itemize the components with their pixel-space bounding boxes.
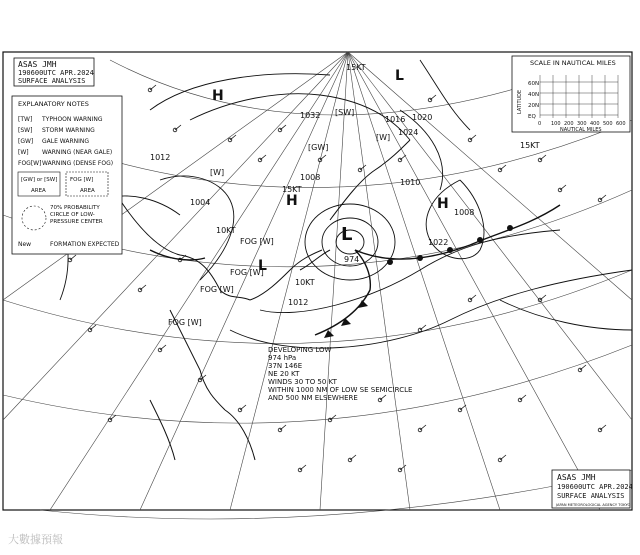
legend-area-2: AREA — [80, 188, 95, 194]
svg-text:974 hPa: 974 hPa — [268, 354, 297, 362]
legend-code-1: [SW] — [18, 127, 33, 134]
legend-area-1: AREA — [31, 188, 46, 194]
watermark-text: 大數據預報 — [8, 533, 63, 546]
svg-text:1024: 1024 — [398, 128, 419, 137]
svg-text:1032: 1032 — [300, 111, 321, 120]
svg-text:1008: 1008 — [300, 173, 321, 182]
svg-text:10KT: 10KT — [295, 278, 315, 287]
title-line-1: ASAS JMH — [18, 60, 57, 69]
legend-text-0: TYPHOON WARNING — [42, 116, 103, 123]
legend-new-text: FORMATION EXPECTED — [50, 241, 120, 248]
svg-text:FOG [W]: FOG [W] — [168, 318, 202, 327]
svg-text:EQ: EQ — [528, 114, 536, 120]
svg-text:1004: 1004 — [190, 198, 211, 207]
svg-text:[W]: [W] — [376, 133, 391, 142]
svg-text:1010: 1010 — [400, 178, 421, 187]
svg-text:FOG [W]: FOG [W] — [240, 237, 274, 246]
legend-text-2: GALE WARNING — [42, 138, 90, 145]
svg-text:190600UTC APR.2024: 190600UTC APR.2024 — [557, 483, 633, 491]
low-center-symbol: L — [341, 224, 353, 245]
title-line-3: SURFACE ANALYSIS — [18, 77, 86, 85]
scale-box — [512, 56, 630, 133]
svg-text:40N: 40N — [528, 92, 540, 98]
svg-text:[GW]: [GW] — [308, 143, 329, 152]
svg-text:10KT: 10KT — [216, 226, 236, 235]
watermark — [8, 532, 63, 546]
high-center-symbol-2: H — [286, 193, 298, 209]
svg-text:AND 500 NM ELSEWHERE: AND 500 NM ELSEWHERE — [268, 394, 358, 402]
legend-code-0: [TW] — [18, 116, 33, 123]
high-center-symbol-1: H — [212, 88, 224, 104]
low-center-symbol-3: L — [395, 68, 404, 84]
high-center-symbol-3: H — [437, 196, 449, 212]
svg-text:FOG [W]: FOG [W] — [200, 285, 234, 294]
svg-text:1012: 1012 — [150, 153, 171, 162]
svg-text:20N: 20N — [528, 103, 540, 109]
legend-text-1: STORM WARNING — [42, 127, 95, 134]
legend-text-3: WARNING (NEAR GALE) — [42, 149, 113, 156]
svg-text:200: 200 — [564, 121, 574, 127]
svg-text:15KT: 15KT — [346, 63, 366, 72]
svg-text:1022: 1022 — [428, 238, 449, 247]
low-center-value: 974 — [344, 255, 360, 264]
svg-text:WINDS 30 TO 50 KT: WINDS 30 TO 50 KT — [268, 378, 337, 386]
svg-text:37N 146E: 37N 146E — [268, 362, 303, 370]
svg-text:60N: 60N — [528, 81, 540, 87]
legend-text-4: WARNING (DENSE FOG) — [42, 160, 114, 167]
title-line-2: 190600UTC APR.2024 — [18, 69, 94, 77]
svg-text:1008: 1008 — [454, 208, 475, 217]
svg-text:SURFACE ANALYSIS: SURFACE ANALYSIS — [557, 492, 625, 500]
svg-text:400: 400 — [590, 121, 600, 127]
svg-text:JAPAN METEOROLOGICAL AGENCY TO: JAPAN METEOROLOGICAL AGENCY TOKYO — [556, 503, 631, 507]
svg-text:300: 300 — [577, 121, 587, 127]
legend-code-4: FOG[W] — [18, 160, 42, 167]
legend-code-2: [GW] — [18, 138, 34, 145]
scale-x-label: NAUTICAL MILES — [560, 127, 602, 133]
svg-text:100: 100 — [551, 121, 561, 127]
legend-probability: 70% PROBABILITY CIRCLE OF LOW-PRESSURE CENTER — [50, 205, 103, 225]
scale-title: SCALE IN NAUTICAL MILES — [530, 59, 616, 67]
title-block-bottom — [552, 470, 633, 508]
svg-text:1016: 1016 — [385, 115, 406, 124]
svg-text:[SW]: [SW] — [335, 108, 355, 117]
svg-text:600: 600 — [616, 121, 626, 127]
explanatory-notes — [12, 96, 122, 254]
legend-gw-sw: [GW] or [SW] — [21, 177, 58, 183]
svg-text:WITHIN 1000 NM OF LOW SE SEMIC: WITHIN 1000 NM OF LOW SE SEMICIRCLE — [268, 386, 413, 394]
svg-text:1012: 1012 — [288, 298, 309, 307]
legend-new-label: New — [18, 241, 32, 248]
legend-code-3: [W] — [18, 149, 29, 156]
svg-text:15KT: 15KT — [282, 185, 302, 194]
svg-text:15KT: 15KT — [520, 141, 540, 150]
svg-text:[W]: [W] — [210, 168, 225, 177]
low-center-symbol-2: L — [258, 258, 267, 274]
title-block-top — [14, 58, 94, 86]
legend-fog: FOG [W] — [70, 177, 94, 183]
scale-y-label: LATITUDE — [517, 89, 523, 114]
svg-text:DEVELOPING LOW: DEVELOPING LOW — [268, 346, 332, 354]
legend-title: EXPLANATORY NOTES — [18, 100, 89, 108]
svg-text:ASAS JMH: ASAS JMH — [557, 473, 596, 482]
svg-text:500: 500 — [603, 121, 613, 127]
svg-text:1020: 1020 — [412, 113, 433, 122]
svg-text:0: 0 — [538, 121, 542, 127]
svg-text:NE 20 KT: NE 20 KT — [268, 370, 300, 378]
svg-text:FOG [W]: FOG [W] — [230, 268, 264, 277]
